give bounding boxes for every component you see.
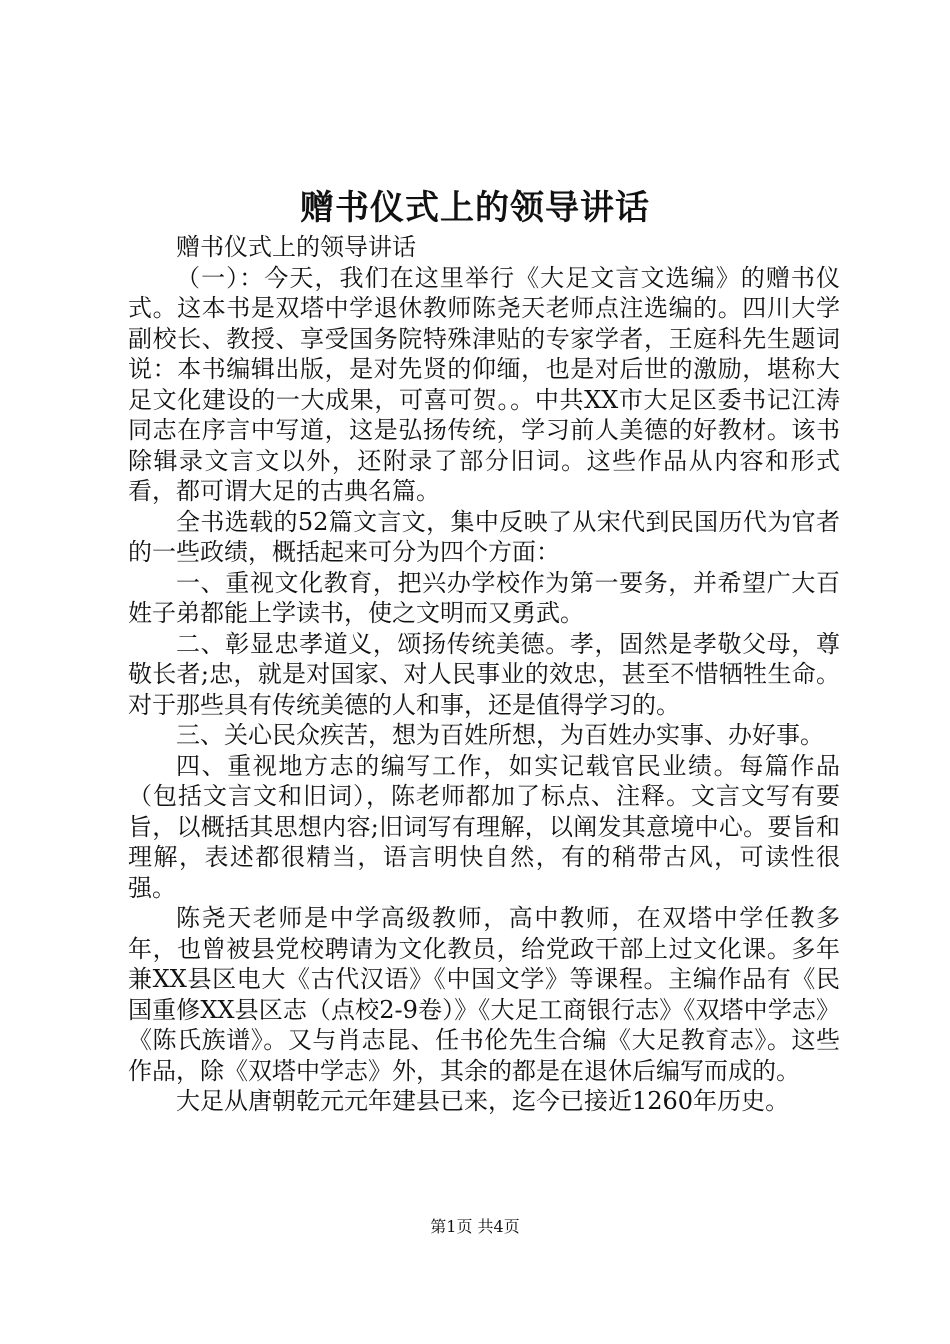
document-body <box>128 232 840 1117</box>
paragraph: 大足从唐朝乾元元年建县已来，迄今已接近1260年历史。 <box>176 1087 790 1115</box>
paragraph: 全书选载的52篇文言文，集中反映了从宋代到民国历代为官者的一些政绩，概括起来可分为四个方面： <box>128 507 840 566</box>
paragraph: 四、重视地方志的编写工作，如实记载官民业绩。每篇作品（包括文言文和旧词），陈老师都加了标点、注释。文言文写有要旨，以概括其思想内容;旧词写有理解，以阐发其意境中心。要旨和理解，表述都很精当，语言明快自然，有的稍带古风，可读性很强。 <box>128 751 840 902</box>
paragraph: 一、重视文化教育，把兴办学校作为第一要务，并希望广大百姓子弟都能上学读书，使之文明而又勇武。 <box>128 568 840 627</box>
paragraph: 二、彰显忠孝道义，颂扬传统美德。孝，固然是孝敬父母，尊敬长者;忠，就是对国家、对人民事业的效忠，甚至不惜牺牲生命。对于那些具有传统美德的人和事，还是值得学习的。 <box>128 629 840 719</box>
paragraph: 赠书仪式上的领导讲话 <box>176 233 416 261</box>
paragraph: 陈尧天老师是中学高级教师，高中教师，在双塔中学任教多年，也曾被县党校聘请为文化教员，给党政干部上过文化课。多年兼XX县区电大《古代汉语》《中国文学》等课程。主编作品有《民国重修XX县区志（点校2-9卷）》《大足工商银行志》《双塔中学志》《陈氏族谱》。又与肖志昆、任书伦先生合编《大足教育志》。这些作品，除《双塔中学志》外，其余的都是在退休后编写而成的。 <box>128 904 840 1085</box>
paragraph: 三、关心民众疾苦，想为百姓所想，为百姓办实事、办好事。 <box>176 721 824 749</box>
paragraph: （一）：今天，我们在这里举行《大足文言文选编》的赠书仪式。这本书是双塔中学退休教师陈尧天老师点注选编的。四川大学副校长、教授、享受国务院特殊津贴的专家学者，王庭科先生题词说：本书编辑出版，是对先贤的仰缅，也是对后世的激励，堪称大足文化建设的一大成果，可喜可贺。。中共XX市大足区委书记江涛同志在序言中写道，这是弘扬传统，学习前人美德的好教材。该书除辑录文言文以外，还附录了部分旧词。这些作品从内容和形式看，都可谓大足的古典名篇。 <box>128 263 840 505</box>
page-footer: 第1页 共4页 <box>430 1217 520 1236</box>
document-title: 赠书仪式上的领导讲话 <box>300 188 650 228</box>
